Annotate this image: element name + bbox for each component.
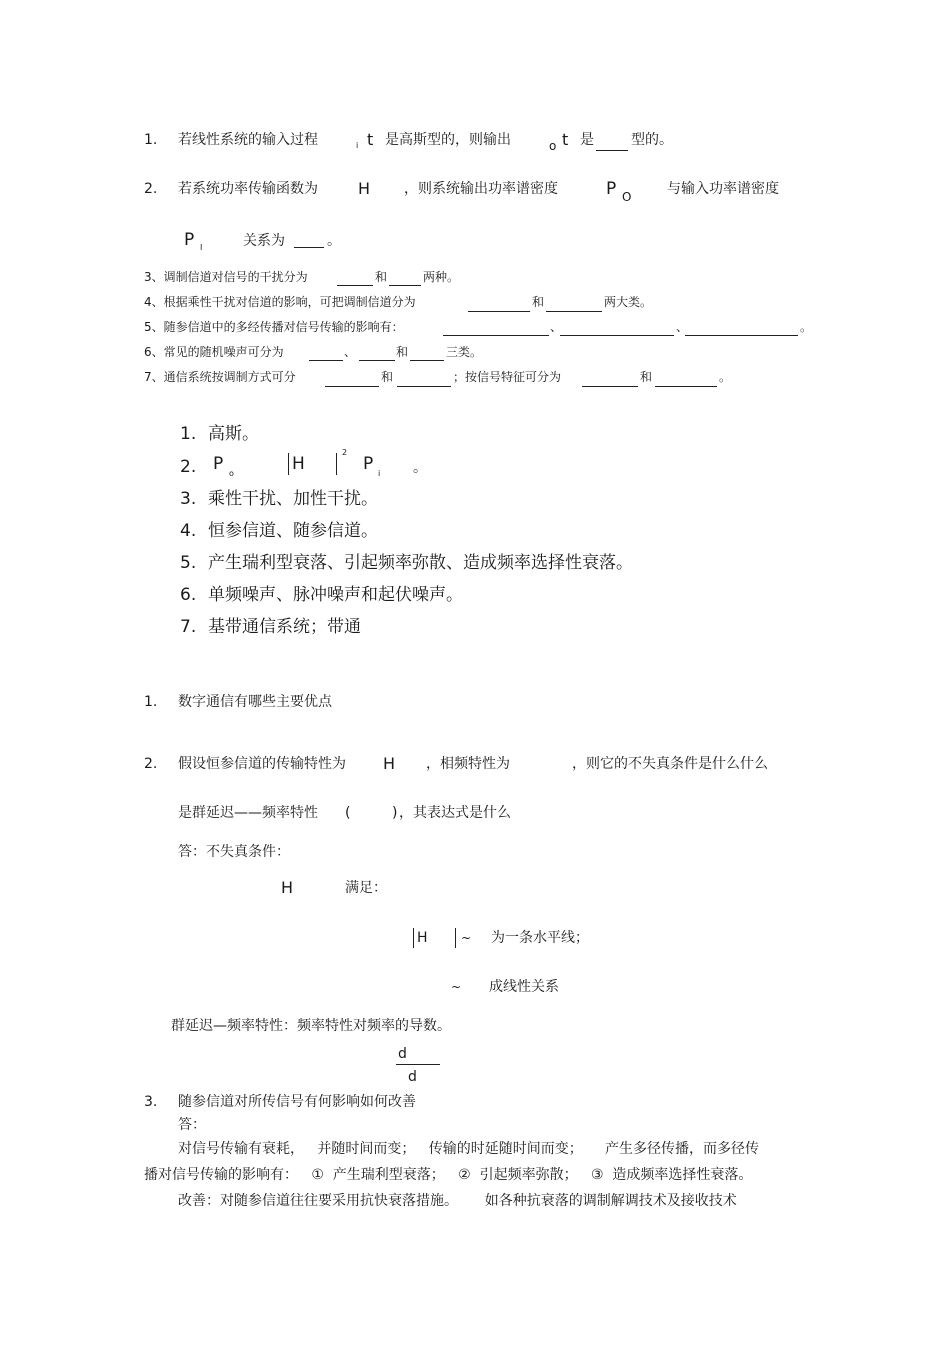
- q7-blank-1: [325, 386, 379, 387]
- sq2b-text-a: 是群延迟——频率特性: [178, 805, 318, 821]
- sq2-H-line-text: 满足：: [345, 880, 387, 896]
- cond2-tilde: ~: [451, 980, 462, 994]
- q2-text-b: ，则系统输出功率谱密度: [404, 181, 558, 197]
- sq1-number: 1.: [144, 694, 158, 710]
- sq2-text-a: 假设恒参信道的传输特性为: [178, 756, 346, 772]
- answer-6-text: 单频噪声、脉冲噪声和起伏噪声。: [208, 585, 463, 605]
- q4-end: 两大类。: [604, 295, 653, 309]
- q1-text-a: 若线性系统的输入过程: [178, 132, 318, 148]
- q2b-P: P: [184, 230, 195, 250]
- q7-text: 7、通信系统按调制方式可分: [144, 370, 296, 384]
- sq2-H: H: [383, 754, 396, 773]
- q1-sub-o: o: [549, 139, 557, 153]
- q6-text: 6、常见的随机噪声可分为: [144, 345, 284, 359]
- cond1-H: H: [417, 930, 428, 946]
- q7-end: 。: [719, 370, 732, 384]
- q3-end: 两种。: [423, 270, 460, 284]
- q4-blank-2: [546, 311, 602, 312]
- answer-2-abs-right: [336, 453, 337, 475]
- q1-number: 1.: [144, 132, 158, 148]
- answer-1-text: 高斯。: [208, 424, 259, 444]
- q5-text: 5、随参信道中的多经传播对信号传输的影响有：: [144, 320, 404, 334]
- answer-2-number: 2.: [180, 457, 197, 477]
- answer-2-sup: 2: [342, 448, 348, 457]
- cond1-tilde: ~: [461, 931, 472, 945]
- cond2-text: 成线性关系: [489, 979, 559, 995]
- cond1-abs-left: [413, 928, 414, 948]
- answer-2-H: H: [292, 454, 305, 474]
- q1-text-d: 型的。: [631, 132, 673, 148]
- group-delay-text: 群延迟—频率特性：频率特性对频率的导数。: [171, 1018, 451, 1034]
- q4-text: 4、根据乘性干扰对信道的影响，可把调制信道分为: [144, 295, 416, 309]
- q3-text: 3、调制信道对信号的干扰分为: [144, 270, 308, 284]
- answer-7-text: 基带通信系统；带通: [208, 617, 361, 637]
- answer-2-end: 。: [413, 460, 427, 476]
- answer-2-P2: P: [363, 454, 374, 474]
- frac-numerator: d: [398, 1046, 407, 1062]
- sq2-answer-label: 答：不失真条件：: [178, 844, 290, 860]
- sq2-text-c: ，则它的不失真条件是什么什么: [572, 756, 768, 772]
- q6-end: 三类。: [446, 345, 483, 359]
- sq1-text: 数字通信有哪些主要优点: [178, 694, 332, 710]
- q2-H: H: [358, 179, 371, 198]
- q7-blank-3: [582, 386, 638, 387]
- q7-mid: ；按信号特征可分为: [453, 370, 562, 384]
- sq3-paragraph-3: 改善：对随参信道往往要采用抗快衰落措施。 如各种抗衰落的调制解调技术及接收技术: [178, 1193, 737, 1209]
- q3-blank-1: [337, 285, 373, 286]
- q5-blank-2: [560, 335, 674, 336]
- q2b-text: 关系为: [243, 233, 285, 249]
- q2-number: 2.: [144, 181, 158, 197]
- answer-2-sub-o: o: [229, 469, 234, 478]
- answer-2-P1: P: [213, 454, 224, 474]
- q7-blank-4: [655, 386, 717, 387]
- q5-blank-3: [685, 335, 798, 336]
- q2b-blank: [294, 247, 324, 248]
- q2-P: P: [606, 179, 617, 199]
- frac-denominator: d: [408, 1069, 417, 1085]
- q2b-sub-i: I: [200, 243, 203, 252]
- answer-5-text: 产生瑞利型衰落、引起频率弥散、造成频率选择性衰落。: [208, 553, 633, 573]
- q1-text-b: 是高斯型的，则输出: [385, 132, 511, 148]
- q1-sub-i: i: [356, 141, 359, 150]
- sq2b-paren-open: (: [345, 805, 351, 821]
- sq2b-text-b: ，其表达式是什么: [399, 805, 511, 821]
- sq3-number: 3.: [144, 1094, 158, 1110]
- q2-text-a: 若系统功率传输函数为: [178, 181, 318, 197]
- answer-2-sub-i: i: [378, 469, 381, 478]
- q5-end: 。: [800, 320, 813, 334]
- answer-3-text: 乘性干扰、加性干扰。: [208, 489, 378, 509]
- sq3-answer-label: 答：: [178, 1117, 206, 1133]
- answer-4-number: 4.: [180, 521, 197, 541]
- q2-text-c: 与输入功率谱密度: [667, 181, 779, 197]
- answer-2-abs-left: [288, 453, 289, 475]
- q7-and-1: 和: [381, 370, 394, 384]
- cond1-text: 为一条水平线；: [491, 930, 589, 946]
- sq3-paragraph-1: 对信号传输有衰耗， 并随时间而变； 传输的时延随时间而变； 产生多径传播，而多径传: [178, 1141, 759, 1157]
- q6-and: 和: [396, 345, 409, 359]
- answer-6-number: 6.: [180, 585, 197, 605]
- q3-blank-2: [389, 285, 421, 286]
- q2-sub-o: O: [622, 190, 632, 204]
- sq2-number: 2.: [144, 756, 158, 772]
- answer-1-number: 1.: [180, 424, 197, 444]
- q7-and-2: 和: [640, 370, 653, 384]
- sq3-paragraph-2: 播对信号传输的影响有： ① 产生瑞利型衰落； ② 引起频率弥散； ③ 造成频率选择性衰落。: [144, 1167, 753, 1183]
- sq3-text: 随参信道对所传信号有何影响如何改善: [178, 1094, 416, 1110]
- q2b-end: 。: [327, 233, 341, 249]
- q7-blank-2: [397, 386, 451, 387]
- q1-t1: t: [367, 130, 374, 149]
- answer-7-number: 7.: [180, 617, 197, 637]
- q1-blank: [596, 150, 628, 151]
- q6-blank-1: [309, 360, 343, 361]
- cond1-abs-right: [455, 928, 456, 948]
- answer-3-number: 3.: [180, 489, 197, 509]
- sq2-H-line-H: H: [281, 878, 294, 897]
- q6-blank-3: [410, 360, 444, 361]
- sq2b-paren-close: ): [392, 805, 398, 821]
- q5-sep-1: 、: [550, 320, 563, 334]
- q6-blank-2: [359, 360, 395, 361]
- answer-4-text: 恒参信道、随参信道。: [208, 521, 378, 541]
- q1-text-c: 是: [580, 132, 594, 148]
- q5-blank-1: [443, 335, 549, 336]
- sq2-text-b: ，相频特性为: [426, 756, 510, 772]
- q4-blank-1: [468, 311, 530, 312]
- answer-5-number: 5.: [180, 553, 197, 573]
- q6-sep: 、: [344, 345, 357, 359]
- q4-and: 和: [532, 295, 545, 309]
- q5-sep-2: 、: [676, 320, 689, 334]
- q3-and: 和: [375, 270, 388, 284]
- q1-t2: t: [562, 130, 569, 149]
- frac-line: [396, 1064, 440, 1065]
